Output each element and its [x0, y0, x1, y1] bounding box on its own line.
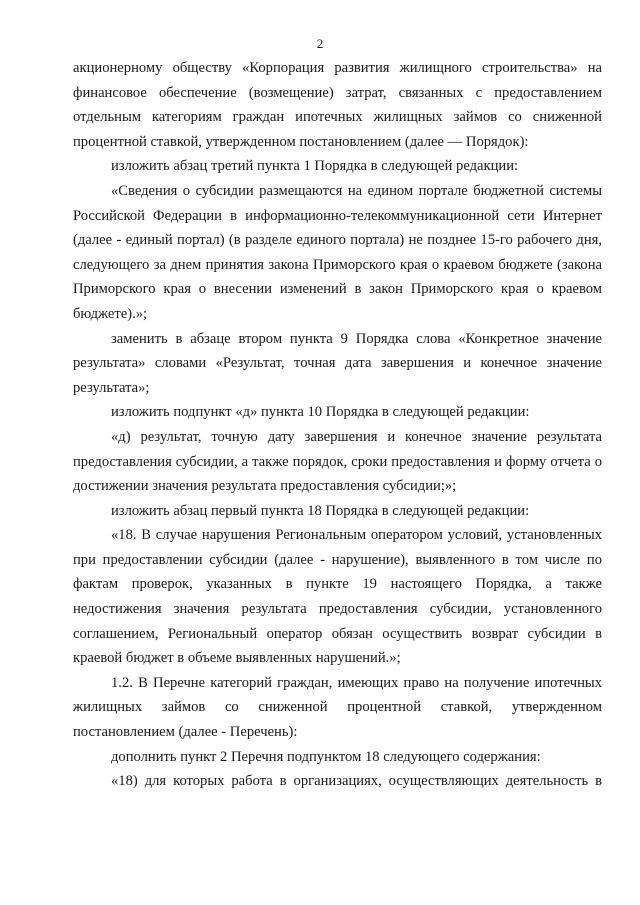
paragraph-continuation: акционерному обществу «Корпорация развития жилищного строительства» на финансовое обеспечение (возмещение) затрат, связанных с предоставлением отдельным категориям граждан ипотечных жилищных займов со сниженной процентной ставкой, утвержденном постановлением (далее — Порядок): [73, 60, 602, 150]
paragraph-amend-item-1: изложить абзац третий пункта 1 Порядка в следующей редакции: [111, 158, 519, 175]
paragraph-amend-item-18: изложить абзац первый пункта 18 Порядка в следующей редакции: [111, 502, 530, 519]
page-number: 2 [316, 36, 324, 51]
paragraph-amend-item-9: заменить в абзаце втором пункта 9 Порядка слова «Конкретное значение результата» словами «Результат, точная дата завершения и конечное значение результата»; [73, 330, 602, 396]
paragraph-amend-item-10: изложить подпункт «д» пункта 10 Порядка в следующей редакции: [111, 404, 530, 421]
paragraph-quote-subsidy-info: «Сведения о субсидии размещаются на едином портале бюджетной системы Российской Федерации в информационно-телекоммуникационной сети Интернет (далее - единый портал) (в разделе единого портала) не позднее 15-го рабочего дня, следующего за днем принятия закона Приморского края о краевом бюджете (закона Приморского края о внесении изменений в закон Приморского края о краевом бюджете).»; [73, 182, 602, 322]
paragraph-quote-subitem-d: «д) результат, точную дату завершения и конечное значение результата предоставления субсидии, а также порядок, сроки предоставления и форму отчета о достижении значения результата предоставления субсидии;»; [73, 428, 602, 495]
paragraph-amend-list-item-2: дополнить пункт 2 Перечня подпунктом 18 следующего содержания: [111, 748, 541, 765]
document-body [73, 56, 602, 794]
paragraph-section-1-2: 1.2. В Перечне категорий граждан, имеющих право на получение ипотечных жилищных займов со сниженной процентной ставкой, утвержденном постановлением (далее - Перечень): [73, 674, 602, 741]
paragraph-quote-subitem-18: «18) для которых работа в организациях, осуществляющих деятельность в [111, 773, 602, 790]
paragraph-quote-item-18: «18. В случае нарушения Региональным оператором условий, установленных при предоставлении субсидии (далее - нарушение), выявленного в том числе по фактам проверок, указанных в пункте 19 настоящего Порядка, а также недостижения значения результата предоставления субсидии, установленного соглашением, Региональный оператор обязан осуществить возврат субсидии в краевой бюджет в объеме выявленных нарушений.»; [73, 527, 602, 667]
